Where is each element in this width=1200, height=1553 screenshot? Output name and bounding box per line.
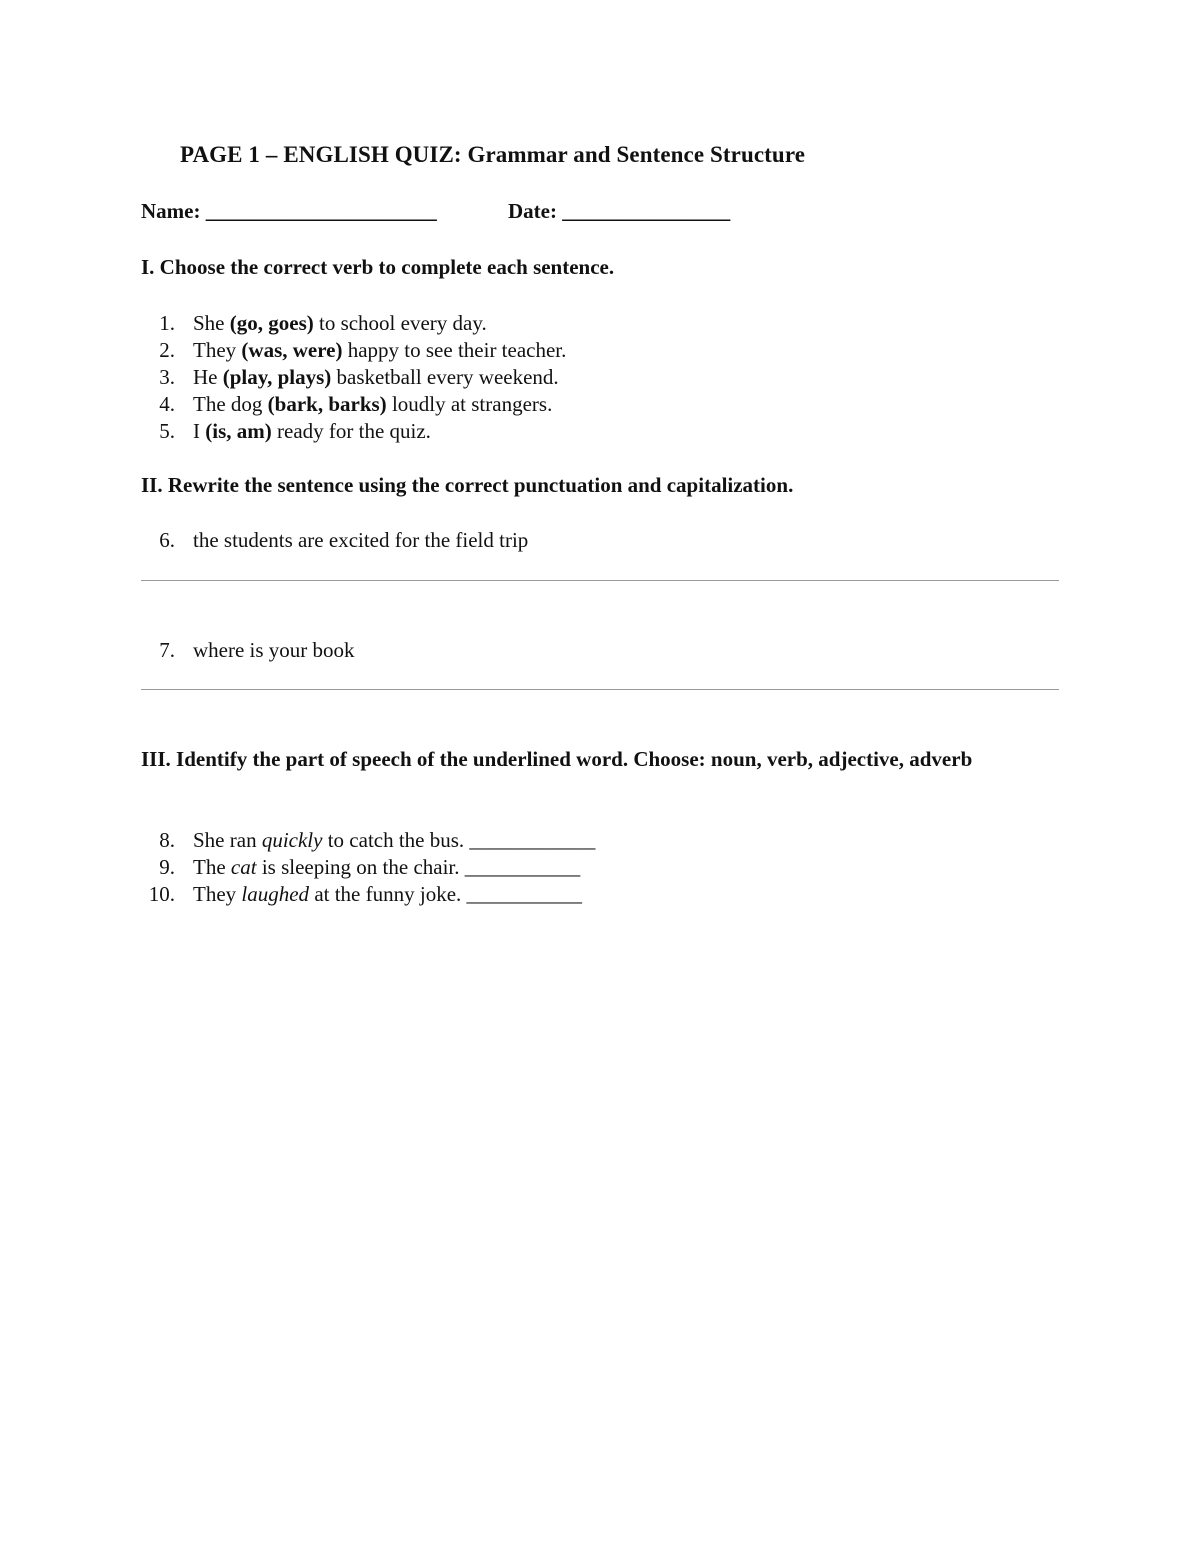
- name-field: [141, 199, 437, 224]
- target-word: laughed: [241, 882, 310, 906]
- date-field: [508, 199, 730, 224]
- section-3-heading: III. Identify the part of speech of the underlined word. Choose: noun, verb, adjective, adverb: [141, 747, 973, 771]
- item-text-before: The dog: [193, 392, 268, 416]
- item-number: 8.: [159, 828, 175, 852]
- section-1-heading: I. Choose the correct verb to complete each sentence.: [141, 255, 615, 279]
- section-1-item: [141, 391, 552, 418]
- item-number: 7.: [159, 638, 175, 662]
- target-word: cat: [230, 855, 257, 879]
- date-blank: ________________: [562, 199, 731, 223]
- item-text-before: They: [193, 882, 242, 906]
- section-1-item: [141, 364, 559, 391]
- section-3-item: [141, 827, 595, 854]
- item-text-after: ready for the quiz.: [271, 419, 431, 443]
- item-text-after: to school every day.: [313, 311, 487, 335]
- section-2-item: [141, 637, 355, 664]
- item-text-after: at the funny joke. ___________: [309, 882, 583, 906]
- item-text-after: to catch the bus. ____________: [322, 828, 596, 852]
- section-1-item: [141, 337, 566, 364]
- item-text-before: I: [193, 419, 206, 443]
- verb-choice: (play, plays): [222, 365, 332, 389]
- name-label: Name:: [141, 199, 201, 223]
- verb-choice: (go, goes): [229, 311, 314, 335]
- answer-line: [141, 580, 1059, 581]
- item-number: 9.: [159, 855, 175, 879]
- item-number: 5.: [159, 419, 175, 443]
- section-2-heading: II. Rewrite the sentence using the correct punctuation and capitalization.: [141, 473, 794, 497]
- item-text-before: They: [193, 338, 242, 362]
- item-text: where is your book: [193, 638, 355, 662]
- section-2-item: [141, 527, 528, 554]
- date-label: Date:: [508, 199, 557, 223]
- item-text: the students are excited for the field trip: [193, 528, 529, 552]
- item-text-after: happy to see their teacher.: [342, 338, 567, 362]
- verb-choice: (bark, barks): [267, 392, 387, 416]
- item-text-after: basketball every weekend.: [331, 365, 559, 389]
- target-word: quickly: [261, 828, 323, 852]
- section-3-item: [141, 881, 582, 908]
- item-text-before: She ran: [193, 828, 262, 852]
- verb-choice: (is, am): [205, 419, 272, 443]
- answer-line: [141, 689, 1059, 690]
- item-number: 4.: [159, 392, 175, 416]
- section-1-item: [141, 418, 431, 445]
- item-text-before: He: [193, 365, 223, 389]
- item-text-before: The: [193, 855, 231, 879]
- item-text-after: is sleeping on the chair. ___________: [256, 855, 581, 879]
- item-number: 1.: [159, 311, 175, 335]
- page-title: PAGE 1 – ENGLISH QUIZ: Grammar and Sentence Structure: [180, 142, 806, 167]
- item-text-after: loudly at strangers.: [386, 392, 553, 416]
- item-text-before: She: [193, 311, 230, 335]
- item-number: 2.: [159, 338, 175, 362]
- item-number: 6.: [159, 528, 175, 552]
- section-3-item: [141, 854, 580, 881]
- item-number: 3.: [159, 365, 175, 389]
- name-blank: ______________________: [205, 199, 437, 223]
- section-1-item: [141, 310, 487, 337]
- item-number: 10.: [148, 882, 175, 906]
- verb-choice: (was, were): [241, 338, 343, 362]
